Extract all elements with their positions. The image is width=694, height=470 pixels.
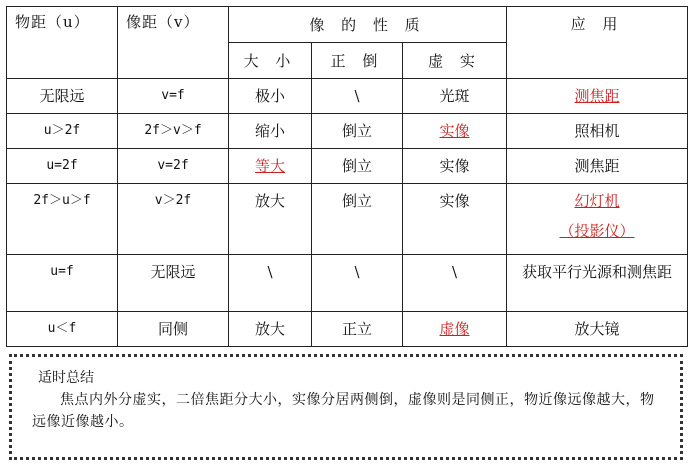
header-size: 大 小 bbox=[229, 43, 312, 79]
cell-u: u＞2f bbox=[7, 114, 118, 149]
cell-size: 缩小 bbox=[229, 114, 312, 149]
cell-orientation: 正立 bbox=[312, 312, 403, 347]
cell-v: 无限远 bbox=[118, 255, 229, 312]
header-real-virtual: 虚 实 bbox=[403, 43, 507, 79]
header-orientation: 正 倒 bbox=[312, 43, 403, 79]
application-label: 幻灯机 bbox=[574, 192, 620, 210]
cell-application: 照相机 bbox=[507, 114, 688, 149]
cell-u: 2f＞u＞f bbox=[7, 184, 118, 255]
table-row bbox=[7, 255, 688, 312]
cell-size: 放大 bbox=[229, 184, 312, 255]
cell-v: v=f bbox=[118, 79, 229, 114]
application-sublabel: （投影仪） bbox=[559, 222, 635, 240]
cell-application: 放大镜 bbox=[507, 312, 688, 347]
header-image-properties: 像 的 性 质 bbox=[229, 7, 507, 43]
cell-size: 放大 bbox=[229, 312, 312, 347]
cell-nature: 虚像 bbox=[403, 312, 507, 347]
cell-size: 等大 bbox=[229, 149, 312, 184]
cell-orientation: 倒立 bbox=[312, 184, 403, 255]
cell-application: 获取平行光源和测焦距 bbox=[507, 255, 688, 312]
cell-nature: 实像 bbox=[403, 149, 507, 184]
cell-orientation: \ bbox=[312, 255, 403, 312]
cell-v: v=2f bbox=[118, 149, 229, 184]
cell-u: u=2f bbox=[7, 149, 118, 184]
cell-v: v＞2f bbox=[118, 184, 229, 255]
cell-application bbox=[507, 184, 688, 255]
header-object-distance: 物距（u） bbox=[7, 7, 118, 79]
cell-u: u=f bbox=[7, 255, 118, 312]
cell-nature: 实像 bbox=[403, 114, 507, 149]
table-row bbox=[7, 149, 688, 184]
header-image-distance: 像距（v） bbox=[118, 7, 229, 79]
cell-size: 极小 bbox=[229, 79, 312, 114]
cell-u: 无限远 bbox=[7, 79, 118, 114]
cell-u: u＜f bbox=[7, 312, 118, 347]
summary-text: 焦点内外分虚实，二倍焦距分大小，实像分居两侧倒，虚像则是同侧正，物近像远像越大，物远像近像越小。 bbox=[32, 392, 655, 430]
table-row bbox=[7, 312, 688, 347]
cell-orientation: 倒立 bbox=[312, 114, 403, 149]
summary-box bbox=[9, 354, 683, 460]
cell-nature: \ bbox=[403, 255, 507, 312]
table-row bbox=[7, 184, 688, 255]
cell-v: 同侧 bbox=[118, 312, 229, 347]
cell-orientation: \ bbox=[312, 79, 403, 114]
table-row bbox=[7, 79, 688, 114]
table-row bbox=[7, 114, 688, 149]
lens-imaging-table bbox=[6, 6, 688, 347]
cell-nature: 实像 bbox=[403, 184, 507, 255]
summary-title: 适时总结 bbox=[38, 370, 94, 386]
cell-size: \ bbox=[229, 255, 312, 312]
cell-v: 2f＞v＞f bbox=[118, 114, 229, 149]
cell-application: 测焦距 bbox=[507, 79, 688, 114]
cell-application: 测焦距 bbox=[507, 149, 688, 184]
header-application: 应 用 bbox=[507, 7, 688, 79]
cell-nature: 光斑 bbox=[403, 79, 507, 114]
cell-orientation: 倒立 bbox=[312, 149, 403, 184]
